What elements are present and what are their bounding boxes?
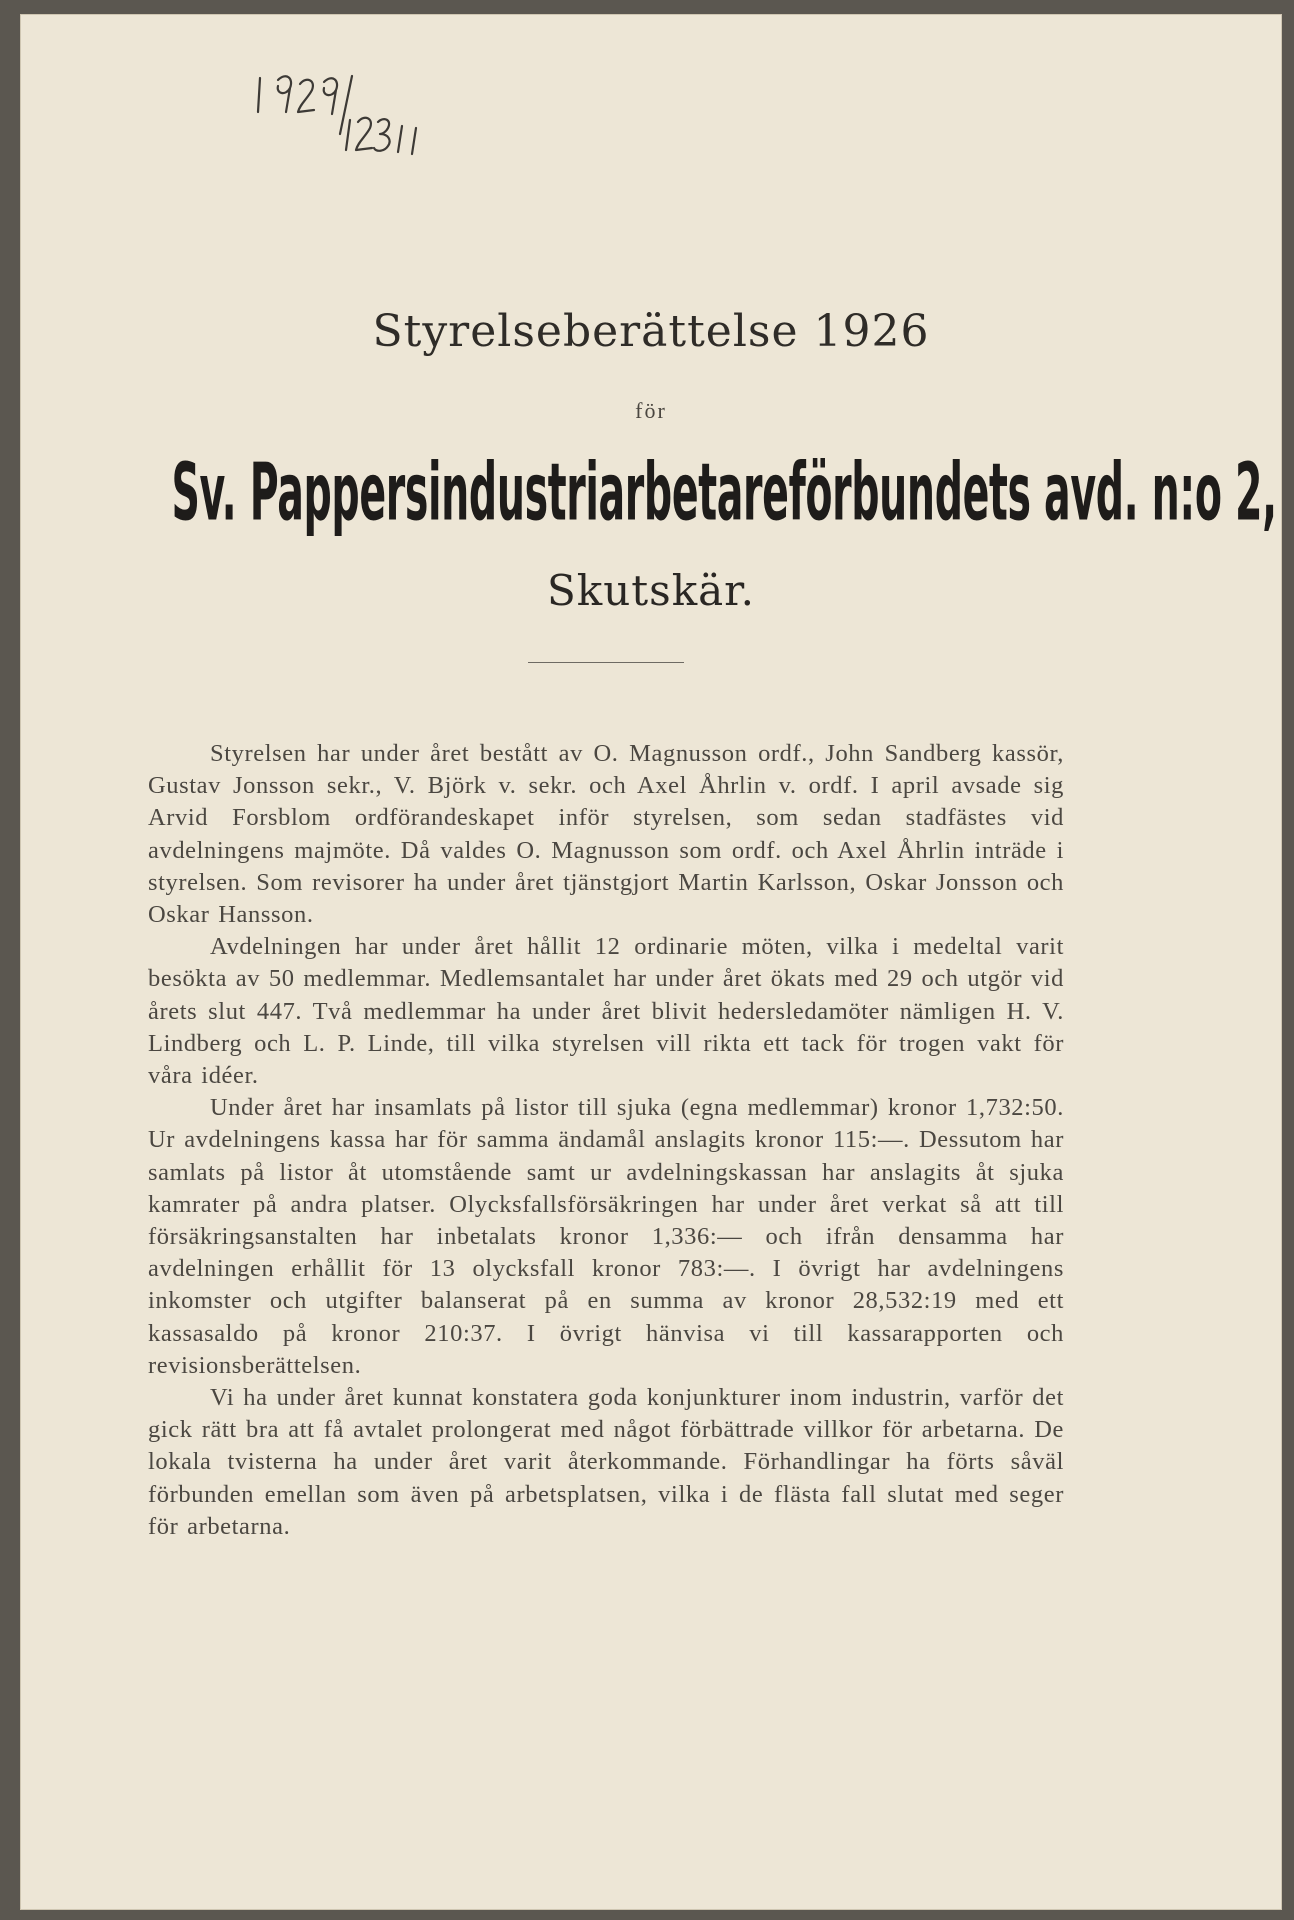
paragraph-industry: Vi ha under året kunnat konstatera goda konjunkturer inom industrin, varför det gick rätt bra att få avtalet prolongerat med något förbättrade villkor för arbetarna. De lokala tvisterna ha under året varit återkommande. Förhandlingar ha förts såväl förbunden emellan som även på arbetsplatsen, vilka i de flästa fall slutat med seger för arbetarna. bbox=[148, 1384, 1064, 1540]
paragraph-finances: Under året har insamlats på listor till sjuka (egna medlemmar) kronor 1,732:50. Ur avdelningens kassa har för samma ändamål anslagits kronor 115:—. Dessutom har samlats på listor åt utomstående samt ur avdelningskassan har anslagits åt sjuka kamrater på andra platser. Olycksfallsförsäkringen har under året verkat så att till försäkringsanstalten har inbetalats kronor 1,336:— och ifrån densamma har avdelningen erhållit för 13 olycksfall kronor 783:—. I övrigt har avdelningens inkomster och utgifter balanserat på en summa av kronor 28,532:19 med ett kassasaldo på kronor 210:37. I övrigt hänvisa vi till kassarapporten och revisionsberättelsen. bbox=[148, 1094, 1064, 1379]
paragraph-meetings: Avdelningen har under året hållit 12 ordinarie möten, vilka i medeltal varit besökta av 50 medlemmar. Medlemsantalet har under året ökats med 29 och utgör vid årets slut 447. Två medlemmar ha under året blivit hedersledamöter nämligen H. V. Lindberg och L. P. Linde, till vilka styrelsen vill rikta ett tack för trogen vakt för våra idéer. bbox=[148, 933, 1064, 1090]
union-name: Sv. Pappersindustriarbetareförbundets avd. n:o 2, bbox=[171, 448, 1277, 540]
handwritten-annotation bbox=[256, 64, 456, 164]
report-body bbox=[148, 738, 1064, 1543]
place-name: Skutskär. bbox=[546, 566, 755, 615]
paragraph-board: Styrelsen har under året bestått av O. Magnusson ordf., John Sandberg kassör, Gustav Jonsson sekr., V. Björk v. sekr. och Axel Åhrlin v. ordf. I april avsade sig Arvid Forsblom ordförandeskapet inför styrelsen, som sedan stadfästes vid avdelningens majmöte. Då valdes O. Magnusson som ordf. och Axel Åhrlin inträde i styrelsen. Som revisorer ha under året tjänstgjort Martin Karlsson, Oskar Jonsson och Oskar Hansson. bbox=[148, 740, 1064, 929]
for-line: för bbox=[635, 398, 667, 423]
divider bbox=[528, 662, 684, 663]
document-page bbox=[20, 14, 1282, 1910]
report-title: Styrelseberättelse 1926 bbox=[372, 306, 930, 357]
